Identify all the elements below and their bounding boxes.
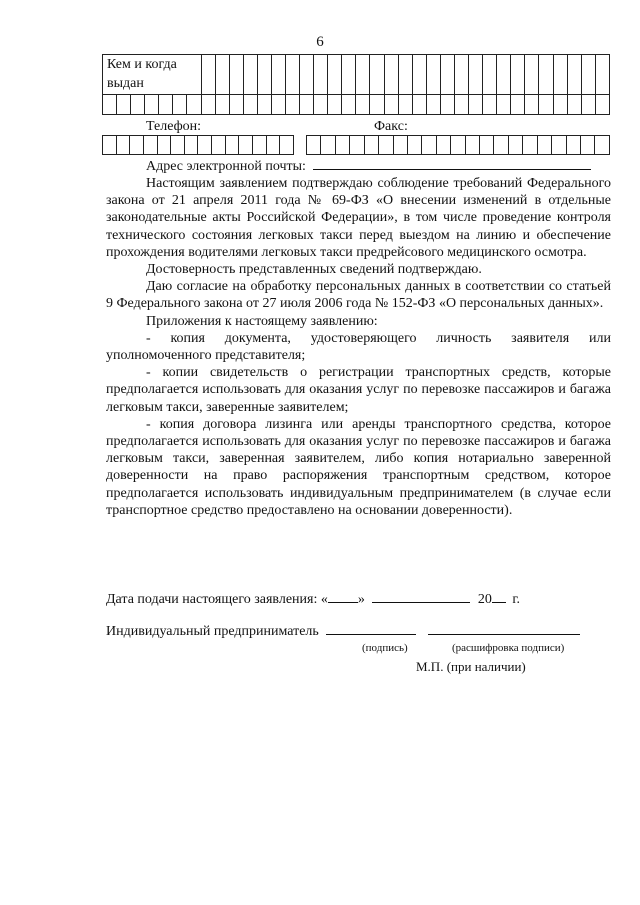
issued-by-cell[interactable] bbox=[398, 55, 412, 95]
fax-cell[interactable] bbox=[321, 136, 335, 155]
page-number: 6 bbox=[316, 34, 324, 50]
issued-by-cell[interactable] bbox=[300, 95, 314, 115]
fax-cell[interactable] bbox=[595, 136, 610, 155]
signature-decode-caption: (расшифровка подписи) bbox=[452, 642, 565, 654]
fax-cell[interactable] bbox=[335, 136, 349, 155]
fax-cell[interactable] bbox=[407, 136, 421, 155]
issued-by-cell[interactable] bbox=[539, 95, 553, 115]
email-row bbox=[146, 157, 591, 175]
phone-cell[interactable] bbox=[239, 136, 253, 155]
issued-by-cell[interactable] bbox=[356, 95, 370, 115]
issued-by-cell[interactable] bbox=[356, 55, 370, 95]
issued-by-cell[interactable] bbox=[440, 95, 454, 115]
issued-by-cell[interactable] bbox=[314, 55, 328, 95]
issued-by-cell[interactable] bbox=[103, 95, 117, 115]
fax-cell[interactable] bbox=[379, 136, 393, 155]
body-text bbox=[106, 175, 611, 519]
email-field[interactable] bbox=[313, 157, 591, 170]
issued-by-cell[interactable] bbox=[370, 55, 384, 95]
issued-by-cell[interactable] bbox=[567, 55, 581, 95]
fax-cell[interactable] bbox=[508, 136, 522, 155]
phone-label: Телефон: bbox=[146, 119, 202, 134]
phone-cell[interactable] bbox=[103, 136, 117, 155]
issued-by-cell[interactable] bbox=[286, 55, 300, 95]
phone-cell[interactable] bbox=[198, 136, 212, 155]
fax-cell[interactable] bbox=[465, 136, 479, 155]
issued-by-cell[interactable] bbox=[215, 55, 229, 95]
phone-cell[interactable] bbox=[212, 136, 226, 155]
confirm-requirements-paragraph: Настоящим заявлением подтверждаю соблюдение требований Федерального закона от 21 апреля 2011 года № 69-ФЗ «О внесении изменений в отдельные законодательные акты Российской Федерации», в том числе проведение контроля технического состояния легковых такси перед выездом на линию и обеспечение прохождения водителями легковых такси предрейсового медицинского осмотра. bbox=[106, 176, 611, 260]
consent-paragraph: Даю согласие на обработку персональных данных в соответствии со статьей 9 Федерального закона от 27 июля 2006 года № 152-ФЗ «О персональных данных». bbox=[106, 279, 611, 312]
issued-by-cell[interactable] bbox=[300, 55, 314, 95]
phone-cell[interactable] bbox=[157, 136, 171, 155]
issued-by-cell[interactable] bbox=[581, 55, 595, 95]
issued-by-cell[interactable] bbox=[426, 55, 440, 95]
issued-by-cell[interactable] bbox=[553, 95, 567, 115]
issued-by-cell[interactable] bbox=[440, 55, 454, 95]
fax-cell[interactable] bbox=[480, 136, 494, 155]
fax-cell[interactable] bbox=[552, 136, 566, 155]
issued-by-cell[interactable] bbox=[257, 55, 271, 95]
issued-by-cell[interactable] bbox=[454, 95, 468, 115]
fax-cell[interactable] bbox=[307, 136, 321, 155]
issued-by-cell[interactable] bbox=[469, 55, 483, 95]
email-label: Адрес электронной почты: bbox=[146, 159, 306, 174]
fax-cell[interactable] bbox=[494, 136, 508, 155]
stamp-note: М.П. (при наличии) bbox=[416, 659, 526, 674]
issued-by-cell[interactable] bbox=[229, 95, 243, 115]
issued-by-cell[interactable] bbox=[173, 95, 187, 115]
issued-by-cell[interactable] bbox=[412, 55, 426, 95]
signature-field[interactable] bbox=[326, 622, 416, 635]
fax-cell[interactable] bbox=[350, 136, 364, 155]
issued-by-cell[interactable] bbox=[483, 55, 497, 95]
signature-line bbox=[106, 622, 580, 640]
phone-cell[interactable] bbox=[225, 136, 239, 155]
fax-cell[interactable] bbox=[523, 136, 537, 155]
issued-by-cell[interactable] bbox=[342, 55, 356, 95]
issued-by-cell[interactable] bbox=[595, 55, 609, 95]
attachment-item: - копия документа, удостоверяющего личность заявителя или уполномоченного представителя; bbox=[106, 330, 611, 364]
issued-by-cell[interactable] bbox=[525, 55, 539, 95]
issued-by-cell[interactable] bbox=[511, 95, 525, 115]
phone-cell[interactable] bbox=[171, 136, 185, 155]
issued-by-cell[interactable] bbox=[384, 95, 398, 115]
issued-by-cell[interactable] bbox=[553, 55, 567, 95]
issued-by-cell[interactable] bbox=[595, 95, 609, 115]
issued-by-cell[interactable] bbox=[117, 95, 131, 115]
issued-by-cell[interactable] bbox=[328, 55, 342, 95]
fax-label: Факс: bbox=[374, 119, 408, 134]
issued-by-cell[interactable] bbox=[525, 95, 539, 115]
phone-cell[interactable] bbox=[253, 136, 267, 155]
issued-by-cell[interactable] bbox=[243, 95, 257, 115]
issued-by-cell[interactable] bbox=[145, 95, 159, 115]
phone-cell[interactable] bbox=[184, 136, 198, 155]
fax-cell[interactable] bbox=[451, 136, 465, 155]
date-month-field[interactable] bbox=[372, 590, 470, 603]
issued-by-cell[interactable] bbox=[243, 55, 257, 95]
fax-cell[interactable] bbox=[422, 136, 436, 155]
fax-cell[interactable] bbox=[393, 136, 407, 155]
phone-cell[interactable] bbox=[266, 136, 280, 155]
issued-by-cell[interactable] bbox=[201, 55, 215, 95]
issued-by-cell[interactable] bbox=[328, 95, 342, 115]
issued-by-cell[interactable] bbox=[342, 95, 356, 115]
phone-cell[interactable] bbox=[143, 136, 157, 155]
signature-decode-field[interactable] bbox=[428, 622, 580, 635]
fax-cell[interactable] bbox=[436, 136, 450, 155]
phone-cell[interactable] bbox=[130, 136, 144, 155]
phone-field-grid[interactable] bbox=[102, 135, 294, 155]
issued-by-cell[interactable] bbox=[398, 95, 412, 115]
issued-by-cell[interactable] bbox=[314, 95, 328, 115]
issued-by-cell[interactable] bbox=[187, 95, 201, 115]
issued-by-cell[interactable] bbox=[483, 95, 497, 115]
issued-by-cell[interactable] bbox=[257, 95, 271, 115]
issued-by-cell[interactable] bbox=[426, 95, 440, 115]
issued-by-cell[interactable] bbox=[454, 55, 468, 95]
issued-by-cell[interactable] bbox=[539, 55, 553, 95]
issued-by-cell[interactable] bbox=[370, 95, 384, 115]
issued-by-cell[interactable] bbox=[201, 95, 215, 115]
phone-cell[interactable] bbox=[280, 136, 294, 155]
issued-by-cell[interactable] bbox=[271, 95, 285, 115]
attachment-item: - копии свидетельств о регистрации транспортных средств, которые предполагается использовать для оказания услуг по перевозке пассажиров и багажа легковым такси, заверенные заявителем; bbox=[106, 365, 611, 415]
issued-by-grid bbox=[102, 54, 610, 115]
attachment-item: - копия договора лизинга или аренды транспортного средства, которое предполагается использовать для оказания услуг по перевозке пассажиров и багажа легковым такси, заверенная заявителем, либо копия нотариально заверенной доверенности на право распоряжения транспортным средством, которое предполагается использовать индивидуальным предпринимателем (в случае если транспортное средство предоставлено на основании доверенности). bbox=[106, 416, 611, 518]
issued-by-cell[interactable] bbox=[159, 95, 173, 115]
date-day-field[interactable] bbox=[328, 590, 358, 603]
submission-date-line: Дата подачи настоящего заявления: « » 20 г. bbox=[106, 592, 521, 607]
issued-by-cell[interactable] bbox=[497, 55, 511, 95]
issued-by-cell[interactable] bbox=[412, 95, 426, 115]
fax-cell[interactable] bbox=[537, 136, 551, 155]
fax-cell[interactable] bbox=[566, 136, 580, 155]
issued-by-cell[interactable] bbox=[469, 95, 483, 115]
issued-by-label: Кем и когда выдан bbox=[103, 55, 202, 95]
issued-by-cell[interactable] bbox=[215, 95, 229, 115]
issued-by-cell[interactable] bbox=[271, 55, 285, 95]
fax-cell[interactable] bbox=[364, 136, 378, 155]
issued-by-cell[interactable] bbox=[567, 95, 581, 115]
fax-field-grid[interactable] bbox=[306, 135, 610, 155]
issued-by-cell[interactable] bbox=[229, 55, 243, 95]
date-year-field[interactable] bbox=[492, 590, 506, 603]
issued-by-cell[interactable] bbox=[286, 95, 300, 115]
reliability-paragraph: Достоверность представленных сведений подтверждаю. bbox=[146, 262, 482, 278]
entrepreneur-label: Индивидуальный предприниматель bbox=[106, 624, 319, 639]
attachments-title: Приложения к настоящему заявлению: bbox=[146, 313, 378, 329]
issued-by-cell[interactable] bbox=[384, 55, 398, 95]
signature-caption: (подпись) bbox=[362, 642, 408, 654]
issued-by-cell[interactable] bbox=[581, 95, 595, 115]
fax-cell[interactable] bbox=[581, 136, 595, 155]
phone-cell[interactable] bbox=[116, 136, 130, 155]
issued-by-cell[interactable] bbox=[131, 95, 145, 115]
issued-by-cell[interactable] bbox=[497, 95, 511, 115]
issued-by-cell[interactable] bbox=[511, 55, 525, 95]
